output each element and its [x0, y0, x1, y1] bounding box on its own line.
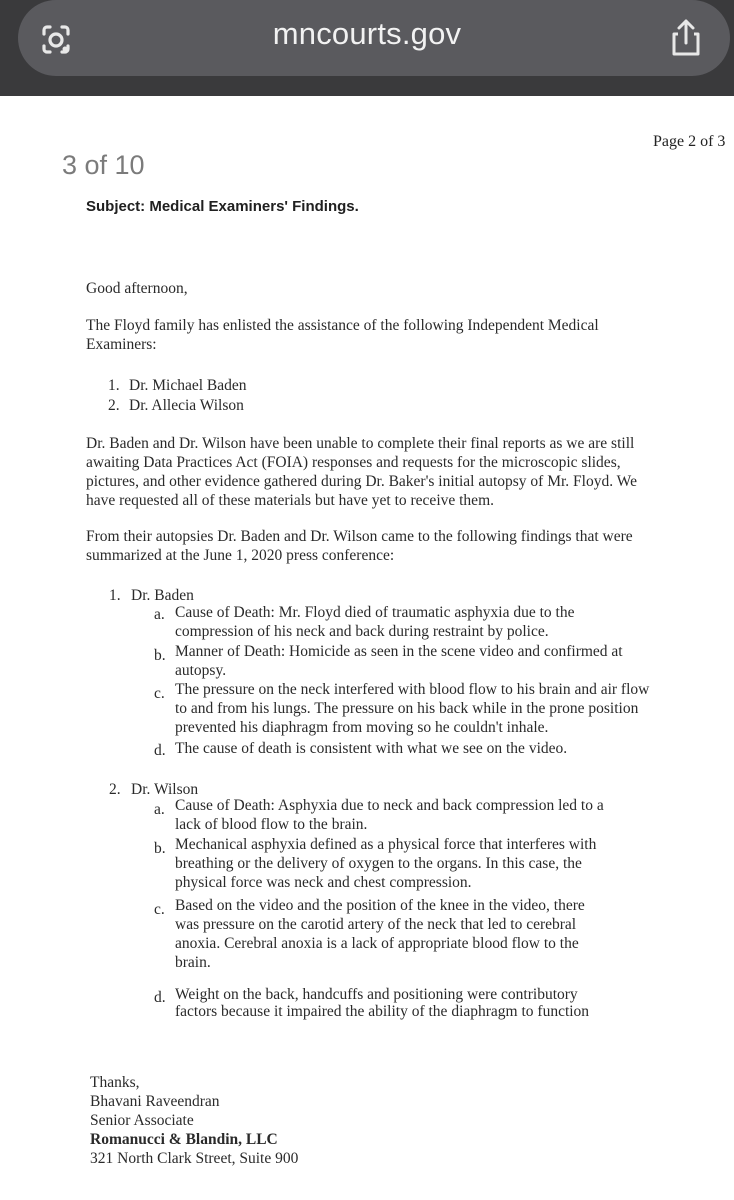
finding-item-line: was pressure on the carotid artery of the neck that led to cerebral	[175, 916, 577, 933]
letter-subject: Subject: Medical Examiners' Findings.	[86, 198, 359, 215]
finding-item-letter: a.	[154, 606, 165, 623]
finding-item-letter: d.	[154, 742, 166, 759]
finding-item-line: lack of blood flow to the brain.	[175, 816, 368, 833]
finding-item-letter: c.	[154, 901, 165, 918]
paragraph-line: pictures, and other evidence gathered during Dr. Baker's initial autopsy of Mr. Floyd. We	[86, 473, 637, 490]
signature-firm: Romanucci & Blandin, LLC	[90, 1131, 278, 1148]
finding-item-line: Weight on the back, handcuffs and positioning were contributory	[175, 986, 578, 1003]
examiner-number: 2.	[108, 397, 120, 414]
finding-examiner: Dr. Baden	[131, 587, 194, 604]
examiner-name: Dr. Michael Baden	[129, 377, 247, 394]
finding-item-line: Cause of Death: Mr. Floyd died of traumatic asphyxia due to the	[175, 604, 575, 621]
finding-item-letter: c.	[154, 685, 165, 702]
finding-item-line: autopsy.	[175, 662, 227, 679]
page-indicator: 3 of 10	[62, 150, 145, 180]
signature-title: Senior Associate	[90, 1112, 194, 1129]
letter-page-number: Page 2 of 3	[653, 133, 726, 150]
paragraph-line: summarized at the June 1, 2020 press conference:	[86, 547, 395, 564]
finding-item-letter: b.	[154, 840, 166, 857]
finding-item-letter: a.	[154, 801, 165, 818]
finding-item-letter: b.	[154, 647, 166, 664]
finding-item-line: factors because it impaired the ability of the diaphragm to function	[175, 1003, 590, 1020]
signature-closing: Thanks,	[90, 1074, 140, 1091]
share-icon[interactable]	[666, 16, 706, 60]
finding-item-line: brain.	[175, 954, 211, 971]
browser-toolbar	[0, 0, 734, 96]
finding-item-line: compression of his neck and back during restraint by police.	[175, 623, 549, 640]
finding-item-line: prevented his diaphragm from moving so he couldn't inhale.	[175, 719, 549, 736]
paragraph-line: Dr. Baden and Dr. Wilson have been unable to complete their final reports as we are still	[86, 435, 635, 452]
finding-item-line: The cause of death is consistent with what we see on the video.	[175, 740, 568, 757]
intro-line: The Floyd family has enlisted the assistance of the following Independent Medical	[86, 317, 599, 334]
paragraph-line: have requested all of these materials but have yet to receive them.	[86, 492, 494, 509]
signature-address: 321 North Clark Street, Suite 900	[90, 1150, 299, 1167]
finding-examiner: Dr. Wilson	[131, 781, 199, 798]
examiner-number: 1.	[108, 377, 120, 394]
finding-item-line: Based on the video and the position of the knee in the video, there	[175, 897, 585, 914]
paragraph-line: awaiting Data Practices Act (FOIA) responses and requests for the microscopic slides,	[86, 454, 621, 471]
finding-item-line: to and from his lungs. The pressure on his back while in the prone position	[175, 700, 639, 717]
examiner-name: Dr. Allecia Wilson	[129, 397, 244, 414]
finding-item-line: Manner of Death: Homicide as seen in the scene video and confirmed at	[175, 643, 623, 660]
finding-item-line: Mechanical asphyxia defined as a physical force that interferes with	[175, 836, 597, 853]
greeting: Good afternoon,	[86, 280, 188, 297]
finding-number: 2.	[109, 781, 121, 798]
url-text[interactable]: mncourts.gov	[272, 16, 462, 51]
intro-line: Examiners:	[86, 336, 157, 353]
finding-item-letter: d.	[154, 989, 166, 1006]
finding-item-line: Cause of Death: Asphyxia due to neck and back compression led to a	[175, 797, 604, 814]
finding-item-line: physical force was neck and chest compression.	[175, 874, 472, 891]
finding-item-line: anoxia. Cerebral anoxia is a lack of appropriate blood flow to the	[175, 935, 579, 952]
signature-name: Bhavani Raveendran	[90, 1093, 220, 1110]
finding-item-line: The pressure on the neck interfered with blood flow to his brain and air flow	[175, 681, 650, 698]
paragraph-line: From their autopsies Dr. Baden and Dr. Wilson came to the following findings that were	[86, 528, 633, 545]
finding-item-line: breathing or the delivery of oxygen to the organs. In this case, the	[175, 855, 582, 872]
finding-number: 1.	[109, 587, 121, 604]
